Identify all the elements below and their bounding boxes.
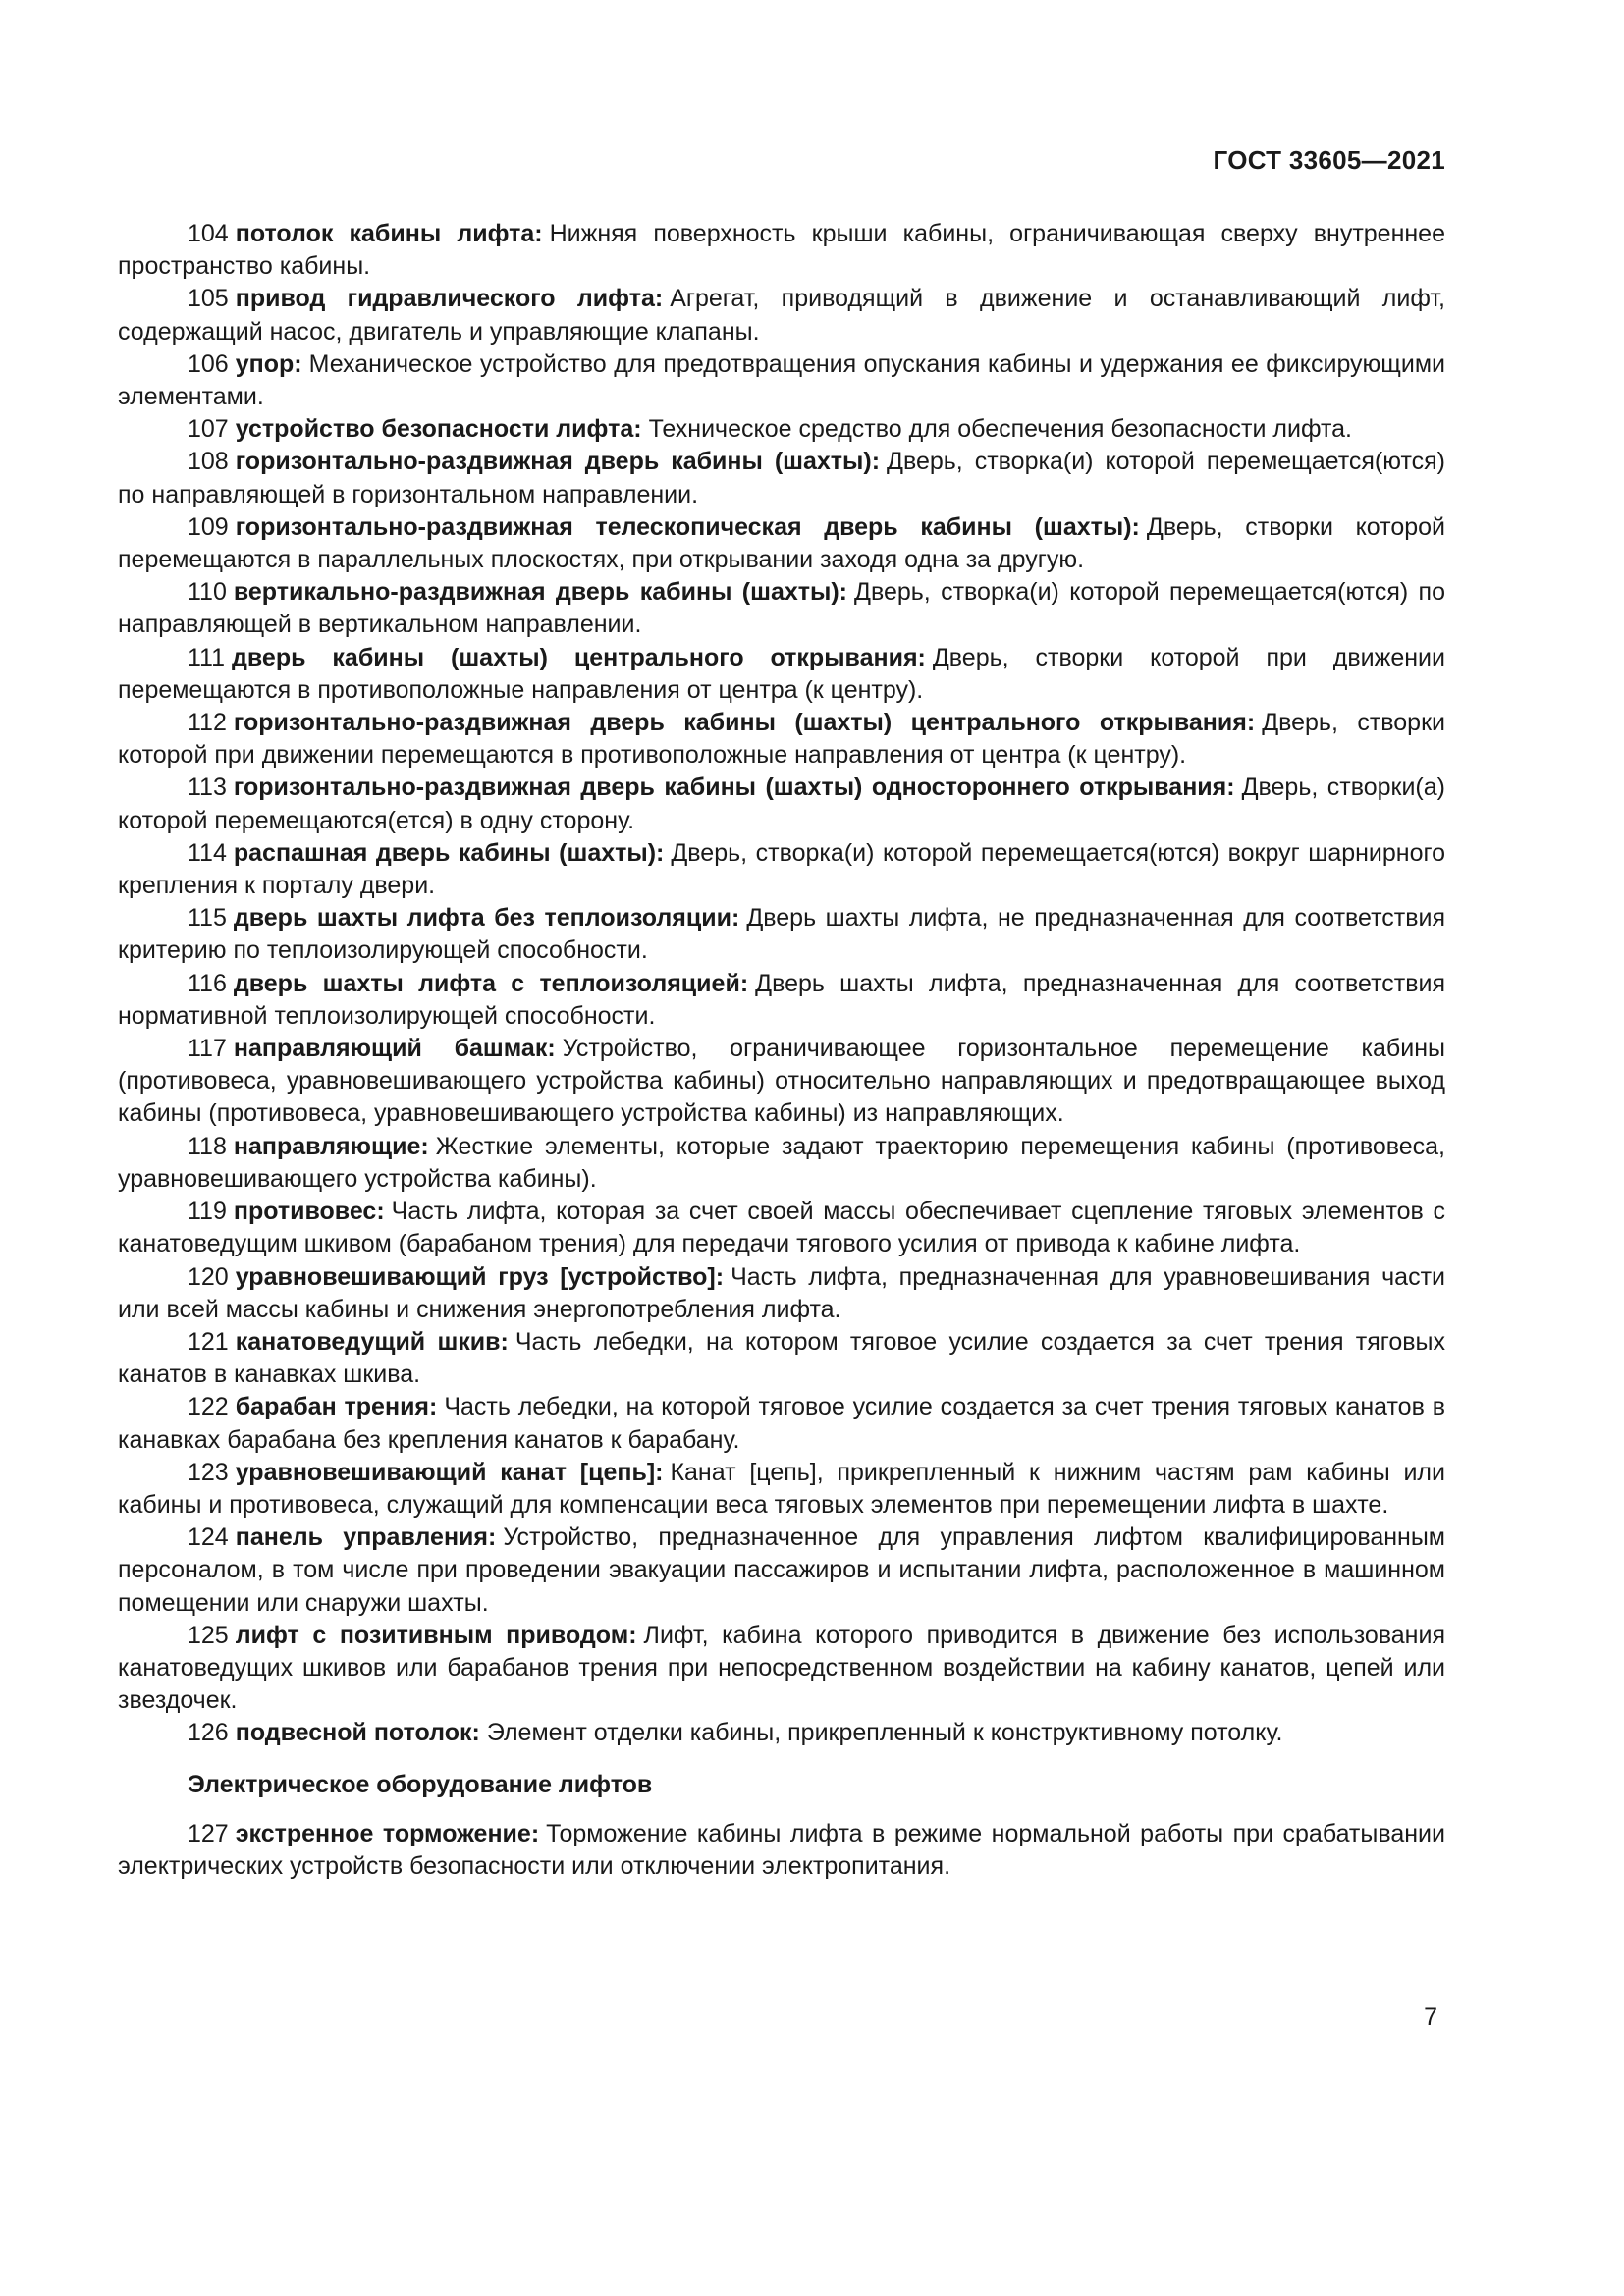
- term-number: 118: [188, 1132, 227, 1160]
- term-entry-107: [118, 413, 1445, 446]
- term-name: направляющие:: [233, 1132, 429, 1160]
- term-name: вертикально-раздвижная дверь кабины (шахты):: [233, 578, 848, 607]
- term-number: 119: [188, 1198, 227, 1226]
- term-name: панель управления:: [235, 1523, 497, 1552]
- document-body: [118, 218, 1445, 1883]
- term-entry-122: [118, 1391, 1445, 1456]
- term-number: 123: [188, 1458, 229, 1486]
- term-name: дверь шахты лифта без теплоизоляции:: [233, 904, 740, 933]
- term-entry-126: [118, 1717, 1445, 1749]
- term-number: 111: [188, 643, 226, 671]
- term-name: привод гидравлического лифта:: [235, 285, 664, 313]
- term-number: 107: [188, 415, 229, 444]
- term-name: подвесной потолок:: [235, 1719, 480, 1747]
- term-entry-110: [118, 576, 1445, 641]
- term-name: лифт с позитивным приводом:: [235, 1621, 637, 1649]
- term-list-electrical: [118, 1818, 1445, 1883]
- term-number: 127: [188, 1819, 229, 1847]
- term-entry-113: [118, 772, 1445, 836]
- term-name: горизонтально-раздвижная дверь кабины (шахты) центрального открывания:: [233, 709, 1256, 737]
- term-entry-119: [118, 1196, 1445, 1260]
- term-number: 115: [188, 904, 227, 933]
- term-definition: Жесткие элементы, которые задают траекторию перемещения кабины (противовеса, уравновешивающего устройства кабины).: [118, 1132, 1445, 1193]
- term-definition: Нижняя поверхность крыши кабины, ограничивающая сверху внутреннее пространство кабины.: [118, 220, 1445, 281]
- section-heading: Электрическое оборудование лифтов: [188, 1770, 653, 1798]
- term-number: 109: [188, 512, 229, 541]
- term-definition: Дверь, створки которой перемещаются в параллельных плоскостях, при открывании заходя одна за другую.: [118, 512, 1445, 574]
- term-entry-104: [118, 218, 1445, 283]
- term-definition: Дверь, створки которой при движении перемещаются в противоположные направления от центра (к центру).: [118, 709, 1445, 770]
- term-definition: Механическое устройство для предотвращения опускания кабины и удержания ее фиксирующими элементами.: [118, 349, 1445, 411]
- term-entry-116: [118, 968, 1445, 1033]
- term-number: 126: [188, 1719, 229, 1747]
- term-name: потолок кабины лифта:: [235, 220, 543, 247]
- term-list: [118, 218, 1445, 1750]
- term-definition: Дверь, створки которой при движении перемещаются в противоположные направления от центра (к центру).: [118, 643, 1445, 704]
- term-name: канатоведущий шкив:: [235, 1327, 509, 1356]
- term-entry-115: [118, 902, 1445, 967]
- term-entry-125: [118, 1620, 1445, 1718]
- term-number: 112: [188, 709, 227, 737]
- term-definition: Дверь, створка(и) которой перемещается(ются) вокруг шарнирного крепления к порталу двери.: [118, 838, 1445, 900]
- term-number: 116: [188, 969, 227, 997]
- term-number: 104: [188, 220, 229, 247]
- term-name: направляющий башмак:: [233, 1035, 556, 1063]
- term-entry-118: [118, 1131, 1445, 1196]
- term-name: противовес:: [233, 1198, 385, 1226]
- term-name: уравновешивающий канат [цепь]:: [235, 1458, 664, 1486]
- term-entry-121: [118, 1326, 1445, 1391]
- term-entry-105: [118, 283, 1445, 347]
- term-name: горизонтально-раздвижная телескопическая дверь кабины (шахты):: [235, 512, 1140, 541]
- term-name: упор:: [235, 349, 302, 378]
- term-definition: Техническое средство для обеспечения безопасности лифта.: [648, 415, 1352, 444]
- term-entry-108: [118, 446, 1445, 510]
- term-definition: Агрегат, приводящий в движение и останавливающий лифт, содержащий насос, двигатель и управляющие клапаны.: [118, 285, 1445, 346]
- term-entry-124: [118, 1522, 1445, 1620]
- term-entry-127: [118, 1818, 1445, 1883]
- term-number: 124: [188, 1523, 229, 1552]
- term-definition: Дверь шахты лифта, предназначенная для соответствия нормативной теплоизолирующей способности.: [118, 969, 1445, 1030]
- term-entry-111: [118, 642, 1445, 707]
- term-entry-117: [118, 1033, 1445, 1131]
- term-name: дверь шахты лифта с теплоизоляцией:: [233, 969, 749, 997]
- term-definition: Элемент отделки кабины, прикрепленный к конструктивному потолку.: [486, 1719, 1283, 1747]
- term-number: 105: [188, 285, 229, 313]
- term-number: 121: [188, 1327, 229, 1356]
- term-definition: Дверь, створки(а) которой перемещаются(ется) в одну сторону.: [118, 774, 1445, 834]
- term-number: 114: [188, 838, 227, 867]
- term-number: 122: [188, 1393, 229, 1421]
- term-name: барабан трения:: [235, 1393, 438, 1421]
- term-number: 106: [188, 349, 229, 378]
- term-entry-123: [118, 1457, 1445, 1522]
- term-definition: Дверь, створка(и) которой перемещается(ются) по направляющей в горизонтальном направлении.: [118, 448, 1445, 508]
- term-name: распашная дверь кабины (шахты):: [233, 838, 665, 867]
- term-definition: Устройство, ограничивающее горизонтальное перемещение кабины (противовеса, уравновешивающего устройства кабины) относительно направляющих и предотвращающее выход кабины (противовеса, уравновешивающего устройства кабины) из направляющих.: [118, 1035, 1445, 1128]
- term-name: уравновешивающий груз [устройство]:: [235, 1262, 725, 1291]
- term-entry-109: [118, 511, 1445, 576]
- term-name: устройство безопасности лифта:: [235, 415, 642, 444]
- term-name: дверь кабины (шахты) центрального открывания:: [232, 643, 926, 671]
- term-definition: Дверь шахты лифта, не предназначенная для соответствия критерию по теплоизолирующей способности.: [118, 904, 1445, 965]
- term-number: 125: [188, 1621, 229, 1649]
- term-definition: Часть лифта, которая за счет своей массы обеспечивает сцепление тяговых элементов с канатоведущим шкивом (барабаном трения) для передачи тягового усилия от привода к кабине лифта.: [118, 1198, 1445, 1258]
- term-definition: Часть лифта, предназначенная для уравновешивания части или всей массы кабины и снижения энергопотребления лифта.: [118, 1262, 1445, 1323]
- term-number: 120: [188, 1262, 229, 1291]
- term-definition: Устройство, предназначенное для управления лифтом квалифицированным персоналом, в том числе при проведении эвакуации пассажиров и испытании лифта, расположенное в машинном помещении или снаружи шахты.: [118, 1523, 1445, 1617]
- term-number: 117: [188, 1035, 227, 1063]
- term-entry-120: [118, 1261, 1445, 1326]
- term-name: горизонтально-раздвижная дверь кабины (шахты):: [235, 448, 881, 476]
- term-name: экстренное торможение:: [235, 1819, 540, 1847]
- term-name: горизонтально-раздвижная дверь кабины (шахты) одностороннего открывания:: [233, 774, 1235, 802]
- term-entry-112: [118, 707, 1445, 772]
- term-entry-114: [118, 837, 1445, 902]
- term-number: 113: [188, 774, 227, 802]
- term-definition: Торможение кабины лифта в режиме нормальной работы при срабатывании электрических устройств безопасности или отключении электропитания.: [118, 1819, 1445, 1880]
- page-number: 7: [1424, 2003, 1437, 2031]
- term-definition: Лифт, кабина которого приводится в движение без использования канатоведущих шкивов или барабанов трения при непосредственном воздействии на кабину канатов, цепей или звездочек.: [118, 1621, 1445, 1715]
- term-definition: Часть лебедки, на котором тяговое усилие создается за счет трения тяговых канатов в канавках шкива.: [118, 1327, 1445, 1389]
- term-entry-106: [118, 348, 1445, 413]
- term-definition: Часть лебедки, на которой тяговое усилие создается за счет трения тяговых канатов в канавках барабана без крепления канатов к барабану.: [118, 1393, 1446, 1454]
- term-definition: Дверь, створка(и) которой перемещается(ются) по направляющей в вертикальном направлении.: [118, 578, 1445, 639]
- term-number: 108: [188, 448, 229, 476]
- term-number: 110: [188, 578, 227, 607]
- document-code-header: ГОСТ 33605—2021: [1213, 145, 1445, 175]
- term-definition: Канат [цепь], прикрепленный к нижним частям рам кабины или кабины и противовеса, служащий для компенсации веса тяговых элементов при перемещении лифта в шахте.: [118, 1458, 1445, 1519]
